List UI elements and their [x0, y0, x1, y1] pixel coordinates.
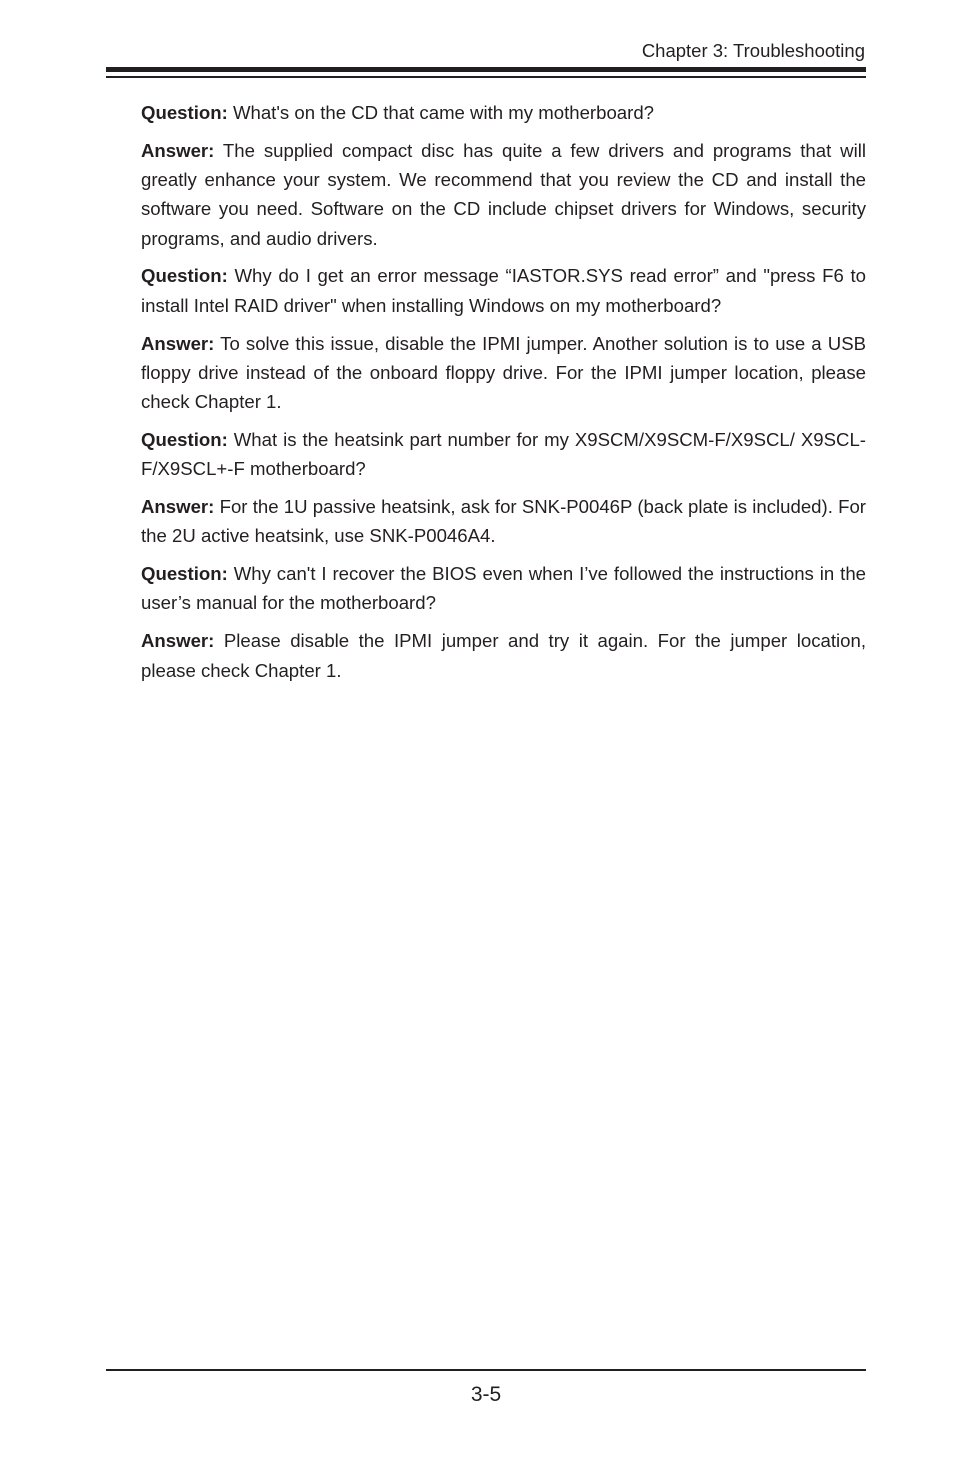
running-header: Chapter 3: Troubleshooting — [641, 40, 865, 61]
faq-answer — [141, 492, 866, 551]
answer-text: For the 1U passive heatsink, ask for SNK-P0046P (back plate is included). For the 2U active heatsink, use SNK-P0046A4. — [141, 496, 866, 547]
question-text: What is the heatsink part number for my X9SCM/X9SCM-F/X9SCL/ X9SCL-F/X9SCL+-F motherboard? — [141, 428, 866, 480]
header-rule-thick — [106, 67, 866, 72]
question-label: Question: — [141, 428, 228, 450]
faq-question — [141, 559, 866, 618]
answer-text: The supplied compact disc has quite a few drivers and programs that will greatly enhance your system. We recommend that you review the CD and install the software you need. Software on the CD include chipset drivers for Windows, security programs, and audio drivers. — [141, 139, 866, 249]
answer-text: Please disable the IPMI jumper and try it again. For the jumper location, please check Chapter 1. — [141, 630, 866, 681]
faq-answer — [141, 136, 866, 253]
faq-question — [141, 261, 866, 320]
question-text: What's on the CD that came with my motherboard? — [232, 102, 655, 123]
faq-question — [141, 98, 866, 127]
question-label: Question: — [141, 102, 228, 123]
question-text: Why can't I recover the BIOS even when I’ve followed the instructions in the user’s manual for the motherboard? — [141, 563, 866, 614]
footer-rule — [106, 1369, 866, 1371]
faq-answer — [141, 329, 866, 417]
header-rule-thin — [106, 76, 866, 78]
faq-content — [141, 98, 866, 693]
answer-label: Answer: — [141, 630, 215, 652]
answer-label: Answer: — [141, 332, 215, 354]
faq-question — [141, 425, 866, 484]
answer-label: Answer: — [141, 139, 215, 161]
answer-text: To solve this issue, disable the IPMI jumper. Another solution is to use a USB floppy drive instead of the onboard floppy drive. For the IPMI jumper location, please check Chapter 1. — [141, 332, 866, 413]
question-label: Question: — [141, 265, 228, 287]
question-text: Why do I get an error message “IASTOR.SYS read error” and "press F6 to install Intel RAID driver" when installing Windows on my motherboard? — [141, 265, 866, 316]
answer-label: Answer: — [141, 496, 215, 518]
question-label: Question: — [141, 563, 228, 585]
faq-answer — [141, 626, 866, 685]
page-number: 3-5 — [470, 1383, 502, 1406]
